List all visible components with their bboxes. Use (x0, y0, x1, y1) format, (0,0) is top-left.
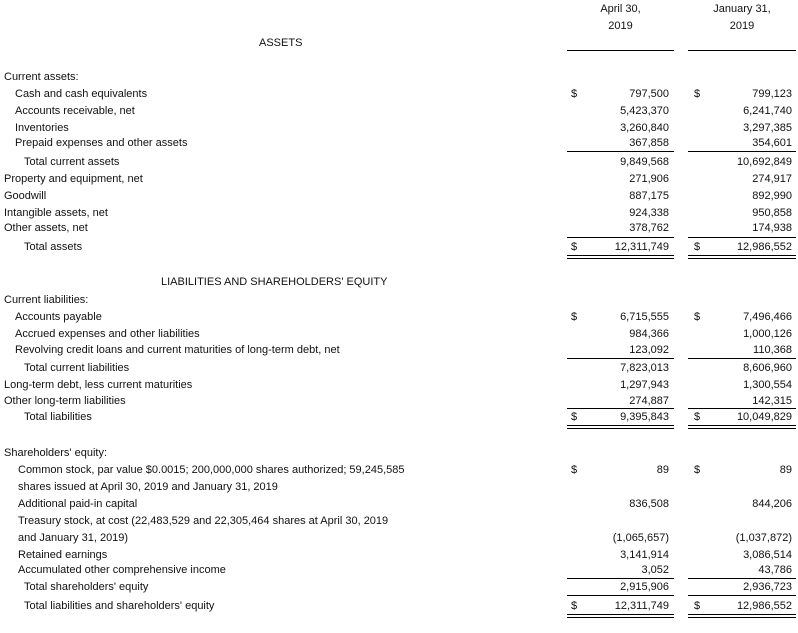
value-apr: 274,887 (629, 395, 669, 407)
value-apr: (1,065,657) (612, 532, 669, 544)
value-jan: 3,086,514 (743, 549, 792, 561)
row-label: Goodwill (4, 190, 47, 202)
value-jan: 799,123 (752, 88, 792, 100)
value-apr: 984,366 (629, 328, 669, 340)
row-label: shares issued at April 30, 2019 and January 31, 2019 (18, 481, 278, 493)
value-jan: 12,986,552 (736, 600, 792, 612)
value-jan: 1,000,126 (743, 328, 792, 340)
row-label: Shareholders' equity: (4, 447, 107, 459)
table-row (0, 445, 798, 461)
header-col1-line2: 2019 (608, 20, 633, 32)
dollar-sign: $ (571, 311, 578, 323)
row-label: Additional paid-in capital (18, 498, 138, 510)
value-apr: 3,141,914 (620, 549, 669, 561)
table-row (0, 579, 798, 595)
value-apr: 836,508 (629, 498, 669, 510)
value-jan: 10,692,849 (736, 156, 792, 168)
table-row (0, 309, 798, 325)
subtotal-rule (567, 358, 674, 359)
dollar-sign: $ (694, 241, 701, 253)
row-label: Total current assets (24, 156, 120, 168)
dollar-sign: $ (694, 464, 701, 476)
value-jan: 43,786 (758, 564, 792, 576)
row-label: Property and equipment, net (4, 173, 143, 185)
dollar-sign: $ (571, 464, 578, 476)
value-apr: 1,297,943 (620, 379, 669, 391)
value-apr: 5,423,370 (620, 105, 669, 117)
row-label: and January 31, 2019) (18, 532, 129, 544)
value-jan: 12,986,552 (736, 241, 792, 253)
table-row (0, 239, 798, 255)
row-label: Revolving credit loans and current maturities of long-term debt, net (15, 344, 340, 356)
value-jan: 8,606,960 (743, 362, 792, 374)
value-jan: 3,297,385 (743, 122, 792, 134)
subtotal-rule (567, 151, 674, 152)
table-row (0, 393, 798, 409)
row-label: Other long-term liabilities (4, 395, 126, 407)
table-row (0, 496, 798, 512)
value-apr: 3,260,840 (620, 122, 669, 134)
table-row (0, 135, 798, 151)
row-label: Treasury stock, at cost (22,483,529 and 22,305,464 shares at April 30, 2019 (18, 515, 389, 527)
dollar-sign: $ (571, 411, 578, 423)
dollar-sign: $ (571, 88, 578, 100)
row-label: Total liabilities and shareholders' equity (24, 600, 215, 612)
row-label: Cash and cash equivalents (15, 88, 148, 100)
value-apr: 3,052 (641, 564, 669, 576)
value-apr: 89 (656, 464, 669, 476)
table-row (0, 479, 798, 495)
row-label: Total liabilities (24, 411, 92, 423)
table-row (0, 360, 798, 376)
row-label: Accumulated other comprehensive income (18, 564, 226, 576)
value-apr: 6,715,555 (620, 311, 669, 323)
total-double-rule (567, 425, 674, 429)
row-label: Long-term debt, less current maturities (4, 379, 193, 391)
header-rule-col1 (567, 50, 674, 51)
row-label: Total assets (24, 241, 83, 253)
table-row (0, 86, 798, 102)
table-row (0, 154, 798, 170)
value-jan: (1,037,872) (735, 532, 792, 544)
header-col2-line2: 2019 (729, 20, 755, 32)
total-double-rule (688, 425, 796, 429)
value-apr: 12,311,749 (614, 241, 669, 253)
row-label: Accrued expenses and other liabilities (15, 328, 200, 340)
value-jan: 354,601 (752, 137, 792, 149)
value-apr: 123,092 (629, 344, 669, 356)
table-row (0, 598, 798, 614)
dollar-sign: $ (571, 600, 578, 612)
row-label: Intangible assets, net (4, 207, 108, 219)
value-apr: 271,906 (629, 173, 669, 185)
row-label: Current assets: (4, 71, 79, 83)
value-apr: 367,858 (629, 137, 669, 149)
value-apr: 887,175 (629, 190, 669, 202)
row-label: Accounts receivable, net (15, 105, 135, 117)
value-apr: 12,311,749 (614, 600, 669, 612)
header-col1-line1: April 30, (600, 3, 641, 15)
row-label: Common stock, par value $0.0015; 200,000,000 shares authorized; 59,245,585 (18, 464, 405, 476)
value-apr: 797,500 (629, 88, 669, 100)
table-row (0, 409, 798, 425)
table-row (0, 326, 798, 342)
row-label: Total current liabilities (24, 362, 130, 374)
subtotal-rule (688, 237, 796, 238)
value-apr: 2,915,906 (620, 581, 669, 593)
subtotal-rule (688, 595, 796, 596)
row-label: Current liabilities: (4, 294, 89, 306)
header-rule-col2 (688, 50, 796, 51)
total-double-rule (567, 614, 674, 618)
header-january-31-2019 (688, 1, 796, 35)
row-label: Accounts payable (15, 311, 102, 323)
row-label: Inventories (15, 122, 69, 134)
table-row (0, 562, 798, 578)
value-jan: 892,990 (752, 190, 792, 202)
subtotal-rule (688, 151, 796, 152)
value-jan: 844,206 (752, 498, 792, 510)
table-row (0, 462, 798, 478)
liabilities-section-title: LIABILITIES AND SHAREHOLDERS' EQUITY (161, 276, 388, 288)
table-row (0, 342, 798, 358)
value-jan: 10,049,829 (736, 411, 792, 423)
table-row (0, 547, 798, 563)
row-label: Retained earnings (18, 549, 108, 561)
value-jan: 89 (779, 464, 792, 476)
table-row (0, 103, 798, 119)
table-row (0, 69, 798, 85)
table-row (0, 220, 798, 236)
total-double-rule (688, 614, 796, 618)
row-label: Total shareholders' equity (24, 581, 149, 593)
subtotal-rule (567, 237, 674, 238)
value-apr: 9,849,568 (620, 156, 669, 168)
row-label: Other assets, net (4, 222, 88, 234)
value-apr: 924,338 (629, 207, 669, 219)
table-row (0, 530, 798, 546)
total-double-rule (688, 255, 796, 259)
table-row (0, 171, 798, 187)
value-jan: 274,917 (752, 173, 792, 185)
value-jan: 1,300,554 (743, 379, 792, 391)
dollar-sign: $ (694, 88, 701, 100)
dollar-sign: $ (694, 311, 701, 323)
value-apr: 378,762 (629, 222, 669, 234)
header-april-30-2019 (567, 1, 674, 35)
value-jan: 142,315 (752, 395, 792, 407)
value-jan: 174,938 (752, 222, 792, 234)
total-double-rule (567, 255, 674, 259)
row-label: Prepaid expenses and other assets (15, 137, 188, 149)
table-row (0, 188, 798, 204)
value-jan: 110,368 (753, 344, 792, 356)
table-row (0, 377, 798, 393)
value-jan: 2,936,723 (743, 581, 792, 593)
value-jan: 6,241,740 (743, 105, 792, 117)
header-col2-line1: January 31, (713, 3, 771, 15)
subtotal-rule (688, 358, 796, 359)
value-jan: 7,496,466 (743, 311, 792, 323)
dollar-sign: $ (694, 600, 701, 612)
dollar-sign: $ (571, 241, 578, 253)
value-apr: 7,823,013 (620, 362, 669, 374)
table-row (0, 205, 798, 221)
dollar-sign: $ (694, 411, 701, 423)
subtotal-rule (567, 595, 674, 596)
table-row (0, 513, 798, 529)
assets-section-title: ASSETS (259, 37, 303, 49)
table-row (0, 292, 798, 308)
value-apr: 9,395,843 (620, 411, 669, 423)
value-jan: 950,858 (752, 207, 792, 219)
table-row (0, 120, 798, 136)
